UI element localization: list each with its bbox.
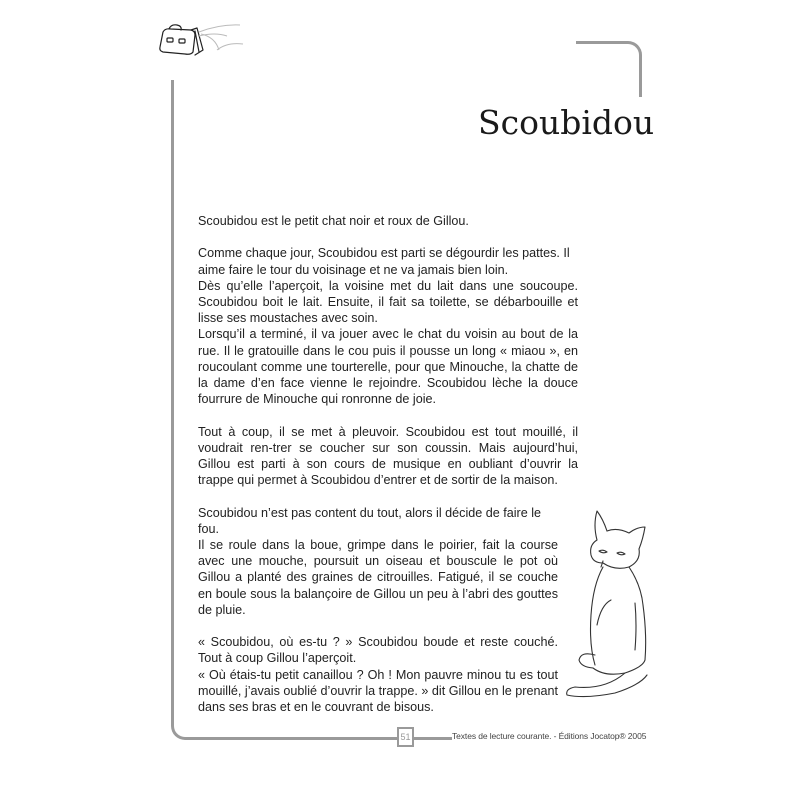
- paragraph: « Où étais-tu petit canaillou ? Oh ! Mon pauvre minou tu es tout mouillé, j’avais oublié d’ouvrir la trappe. » dit Gillou en le prenant dans ses bras et en le couvrant de bisous.: [198, 667, 558, 715]
- story-text: [198, 213, 578, 715]
- frame-bottom-border: [195, 737, 397, 740]
- page-number: 51: [397, 727, 414, 747]
- frame-left-border: [171, 80, 195, 740]
- paragraph: Tout à coup, il se met à pleuvoir. Scoubidou est tout mouillé, il voudrait ren-trer se coucher sur son coussin. Mais aujourd’hui, Gillou est parti à son cours de musique en oubliant d’ouvrir la trappe qui permet à Scoubidou d’entrer et de sortir de la maison.: [198, 424, 578, 488]
- footer-credit: Textes de lecture courante. - Éditions Jocatop® 2005: [452, 731, 647, 741]
- satchel-icon: [155, 22, 265, 58]
- cat-illustration: [545, 505, 655, 705]
- paragraph: Il se roule dans la boue, grimpe dans le poirier, fait la course avec une mouche, poursuit un oiseau et bouscule le pot où Gillou a planté des graines de citrouilles. Fatigué, il se couche en boule sous la balançoire de Gillou un peu à l’abri des gouttes de pluie.: [198, 538, 558, 617]
- frame-bottom-border-right: [414, 737, 452, 740]
- paragraph: « Scoubidou, où es-tu ? » Scoubidou boude et reste couché. Tout à coup Gillou l’aperçoit.: [198, 635, 558, 666]
- paragraph: Comme chaque jour, Scoubidou est parti se dégourdir les pattes. Il aime faire le tour du voisinage et ne va jamais bien loin.: [198, 246, 570, 277]
- frame-top-right-corner: [576, 41, 642, 97]
- page-title: Scoubidou: [478, 103, 655, 142]
- paragraph: Scoubidou est le petit chat noir et roux de Gillou.: [198, 214, 469, 228]
- paragraph: Scoubidou n’est pas content du tout, alors il décide de faire le fou.: [198, 505, 542, 536]
- paragraph: Lorsqu’il a terminé, il va jouer avec le chat du voisin au bout de la rue. Il le gratouille dans le cou puis il pousse un long « miaou », en roucoulant comme une tourterelle, pour que Minouche, la chatte de la dame d’en face vienne le rejoindre. Scoubidou lèche la douce fourrure de Minouche qui ronronne de joie.: [198, 327, 578, 407]
- paragraph: Dès qu’elle l’aperçoit, la voisine met du lait dans une soucoupe. Scoubidou boit le lait. Ensuite, il fait sa toilette, se débarbouille et lisse ses moustaches avec soin.: [198, 278, 578, 326]
